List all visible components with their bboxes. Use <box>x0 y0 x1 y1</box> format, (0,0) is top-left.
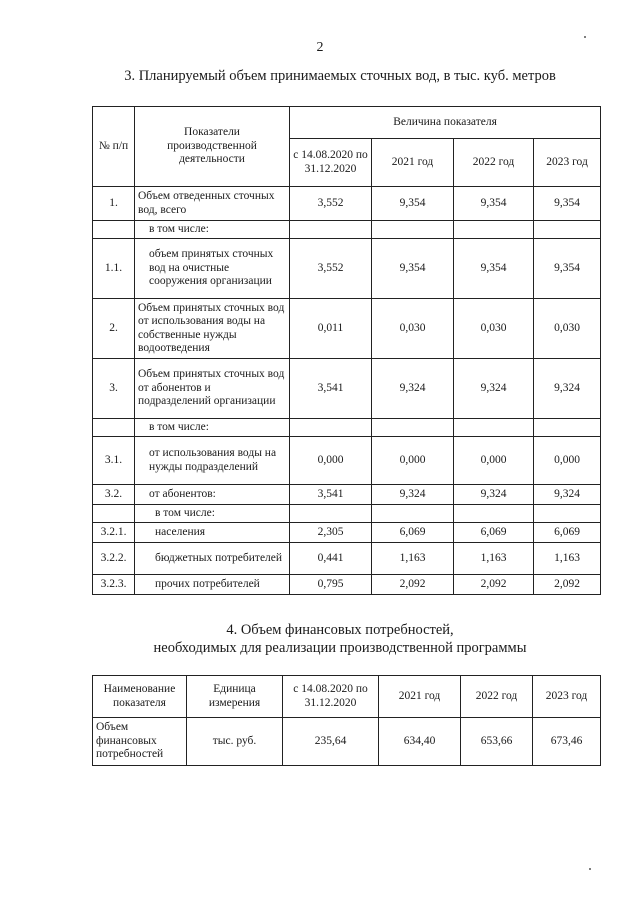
row-2021: 1,163 <box>372 543 454 575</box>
row-2022: 9,354 <box>454 239 534 299</box>
row-num: 3.2.2. <box>93 543 135 575</box>
row-2021: 9,354 <box>372 239 454 299</box>
row-2021: 634,40 <box>379 718 461 766</box>
page-number: 2 <box>316 40 324 55</box>
row-2021: 0,000 <box>372 437 454 485</box>
row-2023: 673,46 <box>533 718 601 766</box>
section4-title-line1: 4. Объем финансовых потребностей, <box>226 622 454 638</box>
wastewater-volume-table <box>92 106 601 595</box>
row-2023: 9,354 <box>534 239 601 299</box>
row-2022: 0,030 <box>454 299 534 359</box>
row-2022 <box>454 221 534 239</box>
table-row <box>93 239 601 299</box>
table-row <box>93 485 601 505</box>
table-row <box>93 575 601 595</box>
row-name: объем принятых сточных вод на очистные сооружения организации <box>135 239 290 299</box>
row-2023: 0,030 <box>534 299 601 359</box>
row-name: Объем принятых сточных вод от использования воды на собственные нужды водоотведения <box>135 299 290 359</box>
table-row <box>93 187 601 221</box>
row-2023 <box>534 419 601 437</box>
header-2021: 2021 год <box>379 676 461 718</box>
table-row <box>93 543 601 575</box>
row-2022: 6,069 <box>454 523 534 543</box>
row-period1: 3,552 <box>290 239 372 299</box>
row-2023: 1,163 <box>534 543 601 575</box>
row-period1: 0,441 <box>290 543 372 575</box>
row-2021: 9,354 <box>372 187 454 221</box>
row-num: 3.2. <box>93 485 135 505</box>
table-row <box>93 419 601 437</box>
row-num: 3.1. <box>93 437 135 485</box>
row-2022: 0,000 <box>454 437 534 485</box>
row-num <box>93 419 135 437</box>
row-2023: 0,000 <box>534 437 601 485</box>
row-2023 <box>534 505 601 523</box>
row-2022: 9,324 <box>454 359 534 419</box>
table-row <box>93 718 601 766</box>
row-2021: 2,092 <box>372 575 454 595</box>
header-2023: 2023 год <box>534 139 601 187</box>
row-2022 <box>454 505 534 523</box>
row-period1: 0,795 <box>290 575 372 595</box>
row-period1 <box>290 221 372 239</box>
row-num <box>93 221 135 239</box>
row-2021 <box>372 221 454 239</box>
row-num: 1. <box>93 187 135 221</box>
row-2023: 9,324 <box>534 485 601 505</box>
row-2022: 1,163 <box>454 543 534 575</box>
row-2022 <box>454 419 534 437</box>
row-2021: 9,324 <box>372 485 454 505</box>
row-unit: тыс. руб. <box>187 718 283 766</box>
header-num: № п/п <box>93 107 135 187</box>
row-2021: 6,069 <box>372 523 454 543</box>
row-2023: 9,354 <box>534 187 601 221</box>
row-period1: 3,541 <box>290 485 372 505</box>
row-name: прочих потребителей <box>135 575 290 595</box>
section4-title-line2: необходимых для реализации производственной программы <box>153 640 527 656</box>
row-2023: 2,092 <box>534 575 601 595</box>
row-num: 3. <box>93 359 135 419</box>
row-name: Объем принятых сточных вод от абонентов и подразделений организации <box>135 359 290 419</box>
row-period1 <box>290 419 372 437</box>
row-name: бюджетных потребителей <box>135 543 290 575</box>
row-2023: 9,324 <box>534 359 601 419</box>
table-row <box>93 221 601 239</box>
table-row <box>93 299 601 359</box>
row-period1: 3,552 <box>290 187 372 221</box>
row-num: 3.2.3. <box>93 575 135 595</box>
row-2021 <box>372 505 454 523</box>
row-2021 <box>372 419 454 437</box>
header-2023: 2023 год <box>533 676 601 718</box>
header-name: Наименование показателя <box>93 676 187 718</box>
financial-needs-table <box>92 675 601 766</box>
header-indicators: Показатели производственной деятельности <box>135 107 290 187</box>
row-num: 1.1. <box>93 239 135 299</box>
row-2022: 9,354 <box>454 187 534 221</box>
header-period1: с 14.08.2020 по 31.12.2020 <box>290 139 372 187</box>
row-2021: 0,030 <box>372 299 454 359</box>
row-name: в том числе: <box>135 505 290 523</box>
row-2022: 653,66 <box>461 718 533 766</box>
header-2022: 2022 год <box>461 676 533 718</box>
row-name: от использования воды на нужды подразделений <box>135 437 290 485</box>
row-2023 <box>534 221 601 239</box>
row-num: 2. <box>93 299 135 359</box>
row-period1: 0,000 <box>290 437 372 485</box>
row-num <box>93 505 135 523</box>
row-2022: 2,092 <box>454 575 534 595</box>
row-name: от абонентов: <box>135 485 290 505</box>
header-value: Величина показателя <box>290 107 601 139</box>
header-unit: Единица измерения <box>187 676 283 718</box>
row-2021: 9,324 <box>372 359 454 419</box>
table-row <box>93 359 601 419</box>
header-2021: 2021 год <box>372 139 454 187</box>
scan-speck <box>584 36 586 38</box>
row-name: в том числе: <box>135 419 290 437</box>
row-num: 3.2.1. <box>93 523 135 543</box>
row-2023: 6,069 <box>534 523 601 543</box>
row-name: Объем финансовых потребностей <box>93 718 187 766</box>
table-row <box>93 523 601 543</box>
row-period1: 0,011 <box>290 299 372 359</box>
table-row <box>93 437 601 485</box>
row-name: населения <box>135 523 290 543</box>
table-row <box>93 505 601 523</box>
row-2022: 9,324 <box>454 485 534 505</box>
row-period1: 2,305 <box>290 523 372 543</box>
scan-speck <box>589 868 591 870</box>
row-name: в том числе: <box>135 221 290 239</box>
row-period1: 235,64 <box>283 718 379 766</box>
row-period1: 3,541 <box>290 359 372 419</box>
row-period1 <box>290 505 372 523</box>
header-2022: 2022 год <box>454 139 534 187</box>
row-name: Объем отведенных сточных вод, всего <box>135 187 290 221</box>
header-period1: с 14.08.2020 по 31.12.2020 <box>283 676 379 718</box>
section3-title: 3. Планируемый объем принимаемых сточных вод, в тыс. куб. метров <box>124 68 556 84</box>
